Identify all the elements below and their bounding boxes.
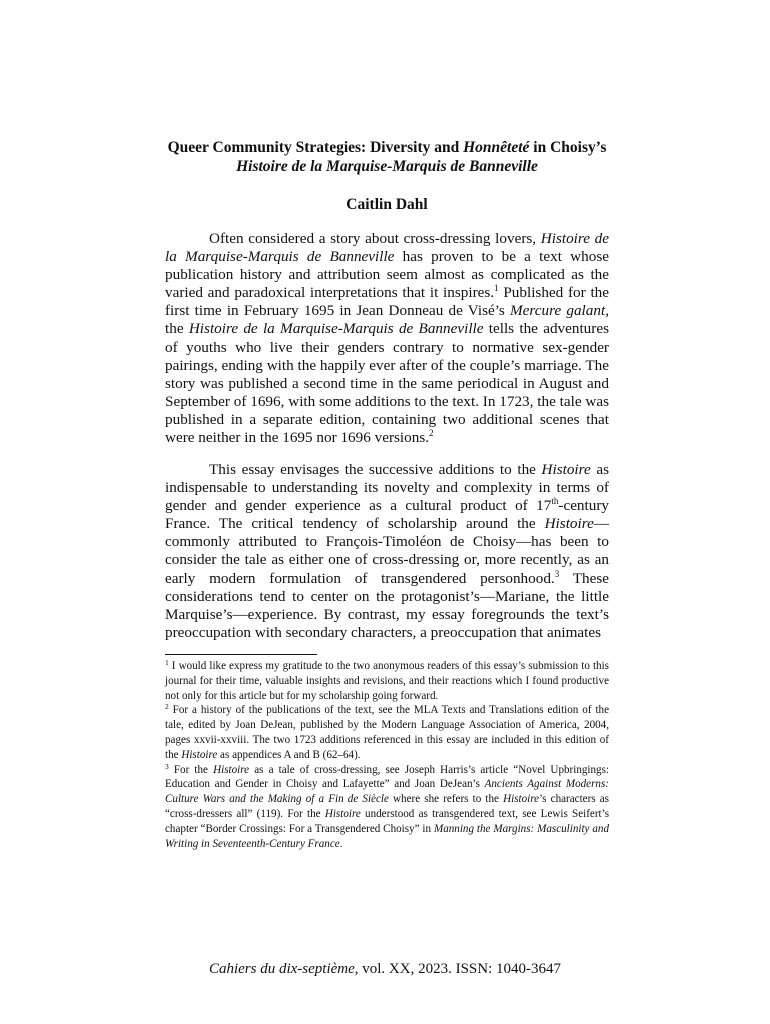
- footnote-divider: [165, 654, 317, 655]
- text-run: has proven to be a text whose publication history and attribution seem almost as complicated as the varied and paradoxical interpretations that it inspires.: [165, 248, 609, 302]
- text-run: —commonly attributed to François-Timoléon de Choisy—has been to consider the tale as either one of cross-dressing or, more recently, as an early modern formulation of transgendered personhood.: [165, 515, 609, 587]
- title-part-b: in Choisy’s: [529, 139, 607, 156]
- italic-run: Histoire: [541, 461, 591, 478]
- author-name: Caitlin Dahl: [346, 196, 428, 213]
- italic-run: Ancients Against Moderns: Culture Wars and the Making of a Fin de Siècle: [165, 778, 609, 806]
- footnote-1: [165, 659, 609, 703]
- footnote-ref[interactable]: 3: [554, 568, 560, 579]
- footnote-text: understood as transgendered text, see Lewis Seifert’s chapter “Border Crossings: For a Transgendered Choisy” in: [165, 807, 610, 835]
- text-run: -century France. The critical tendency of scholarship around the: [165, 497, 609, 533]
- footnote-3: [165, 763, 609, 852]
- footnote-text: .: [339, 837, 343, 850]
- italic-run: Histoire: [503, 793, 540, 806]
- italic-run: Manning the Margins: Masculinity and Writing in Seventeenth-Century France: [165, 822, 609, 850]
- title-emphasis: Honnêteté: [463, 139, 530, 156]
- journal-citation: , vol. XX, 2023. ISSN: 1040-3647: [354, 961, 562, 977]
- article-title: [165, 138, 609, 157]
- footnotes: [165, 659, 609, 851]
- ordinal-superscript: th: [551, 496, 559, 507]
- italic-run: Histoire de la Marquise-Marquis de Banneville: [165, 230, 609, 266]
- footnote-number: 3: [165, 761, 169, 771]
- text-run: , the: [165, 302, 609, 338]
- text-run: Often considered a story about cross-dressing lovers,: [209, 230, 541, 247]
- footnote-number: 1: [165, 658, 169, 667]
- italic-run: Mercure galant: [510, 302, 606, 320]
- italic-run: Histoire: [181, 748, 218, 761]
- italic-run: Histoire de la Marquise-Marquis de Banneville: [188, 320, 484, 338]
- text-run: as indispensable to understanding its novelty and complexity in terms of gender and gender experience as a cultural product of 17: [165, 461, 609, 515]
- italic-run: Histoire: [544, 515, 594, 533]
- text-run: This essay envisages the successive additions to the: [209, 461, 542, 478]
- body-paragraph-2: [165, 461, 609, 642]
- footnote-text: where she refers to the: [388, 793, 504, 806]
- footnote-text: ’s characters as “cross-dressers all” (119). For the: [165, 793, 609, 820]
- footnote-2: [165, 703, 609, 762]
- footnote-ref[interactable]: 1: [494, 283, 499, 294]
- footnote-ref[interactable]: 2: [429, 428, 434, 439]
- footnote-text: For the: [168, 763, 214, 776]
- article-subtitle: Histoire de la Marquise-Marquis de Banneville: [236, 158, 538, 175]
- body-paragraph-1: [165, 230, 609, 447]
- footnote-text: I would like express my gratitude to the two anonymous readers of this essay’s submission to this journal for their time, valuable insights and revisions, and their reactions which I found productive not only for this article but for my scholarship going forward.: [165, 660, 609, 702]
- footnote-number: 2: [165, 702, 169, 712]
- italic-run: Histoire: [324, 807, 361, 820]
- title-part-a: Queer Community Strategies: Diversity and: [167, 139, 464, 156]
- italic-run: Histoire: [213, 763, 250, 776]
- text-run: tells the adventures of youths who live their genders contrary to normative sex-gender pairings, ending with the happily ever after of the couple’s marriage. The story was published a second time in the same periodical in August and September of 1696, with some additions to the text. In 1723, the tale was published in a separate edition, containing two additional scenes that were neither in the 1695 nor 1696 versions.: [165, 320, 609, 447]
- footnote-text: as a tale of cross-dressing, see Joseph Harris’s article “Novel Upbringings: Education and Gender in Choisy and Lafayette” and Joan DeJean’s: [165, 763, 609, 791]
- journal-name: Cahiers du dix-septième: [208, 961, 355, 977]
- footnote-text: For a history of the publications of the text, see the MLA Texts and Translations edition of the tale, edited by Joan DeJean, published by the Modern Language Association of America, 2004, pages xxvii-xxviii. The two 1723 additions referenced in this essay are included in this edition of the: [165, 704, 609, 761]
- footnote-text: as appendices A and B (62–64).: [217, 748, 361, 761]
- page-footer: [0, 960, 770, 979]
- text-run: These considerations tend to center on the protagonist’s—Mariane, the little Marquise’s—experience. By contrast, my essay foregrounds the text’s preoccupation with secondary characters, a preoccupation that animates: [165, 569, 609, 641]
- text-run: Published for the first time in February 1695 in Jean Donneau de Visé’s: [165, 284, 609, 320]
